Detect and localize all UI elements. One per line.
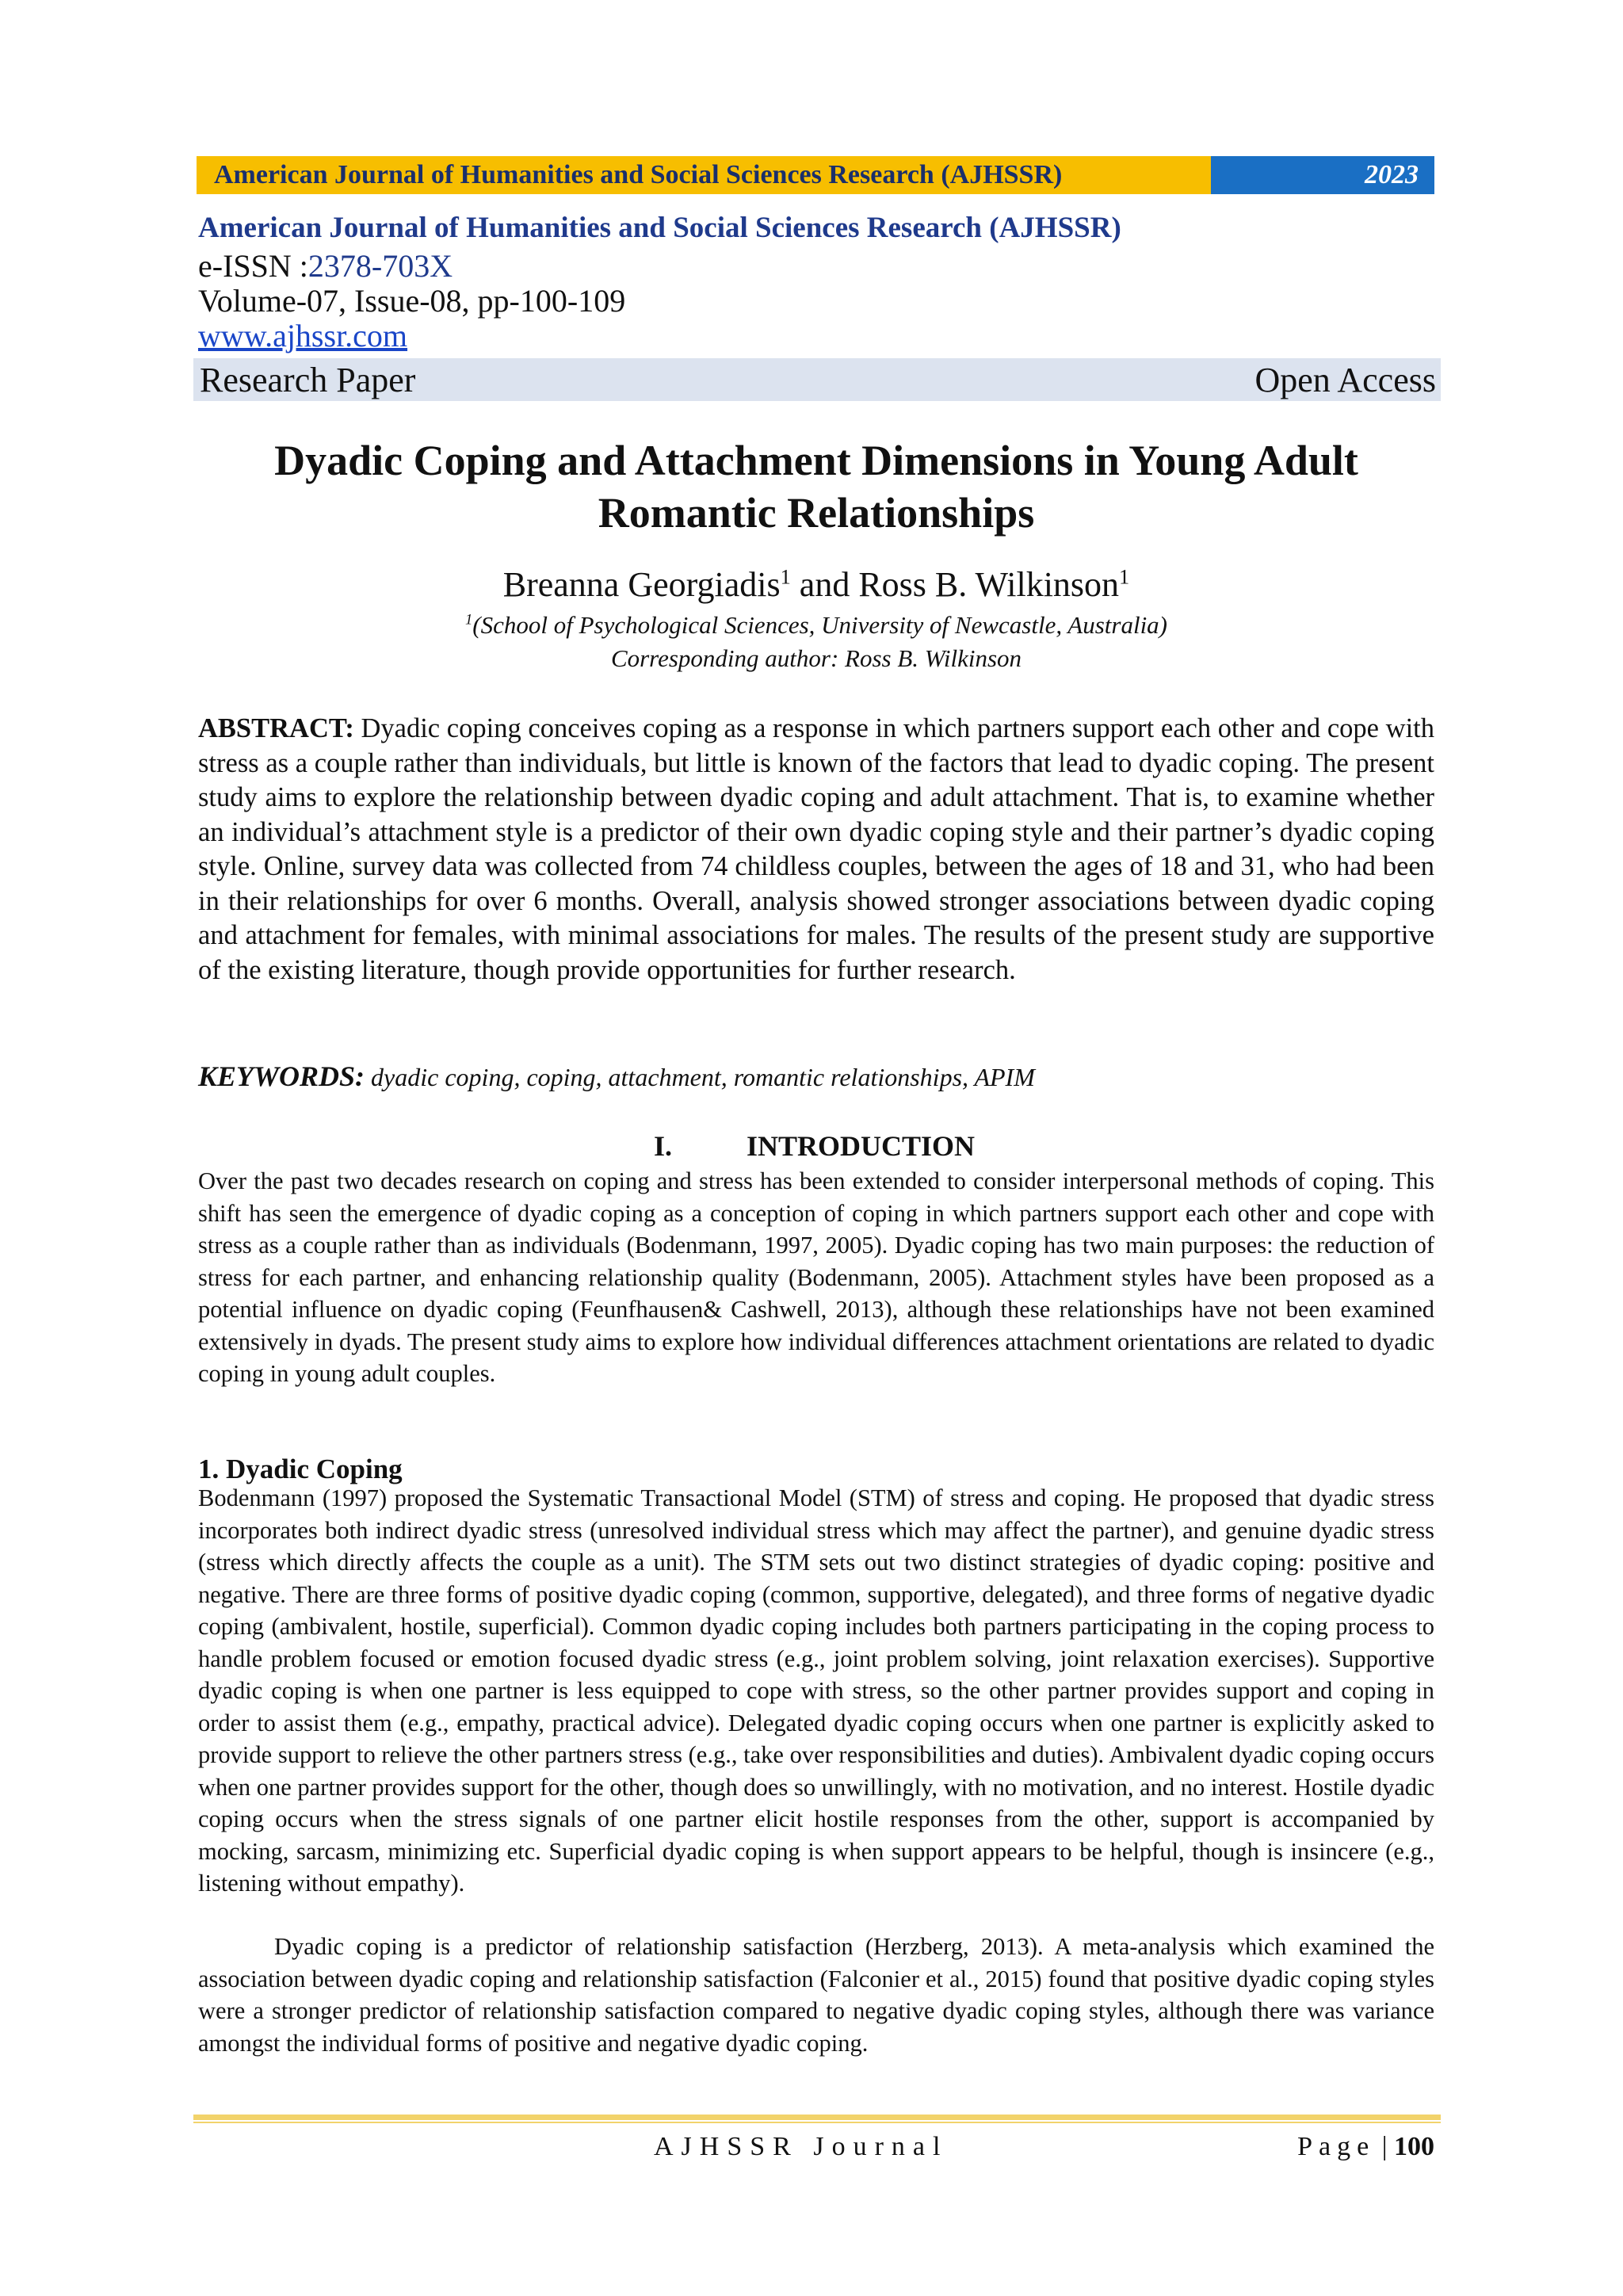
keywords [198, 1059, 1434, 1095]
page-number: 100 [1394, 2132, 1434, 2161]
intro-paragraph [198, 1165, 1434, 1390]
author-list [198, 563, 1434, 607]
abstract-text: Dyadic coping conceives coping as a response in which partners support each other and cope with stress as a couple rather than individuals, but little is known of the factors that lead to dyadic coping. The present study aims to explore the relationship between dyadic coping and adult attachment. That is, to examine whether an individual’s attachment style is a predictor of their own dyadic coping style and their partner’s dyadic coping style. Online, survey data was collected from 74 childless couples, between the ages of 18 and 31, who had been in their relationships for over 6 months. Overall, analysis showed stronger associations between dyadic coping and attachment for females, with minimal associations for males. The results of the present study are supportive of the existing literature, though provide opportunities for further research. [198, 713, 1434, 985]
banner-year: 2023 [1211, 156, 1434, 194]
dyadic-paragraph-1 [198, 1482, 1434, 1900]
volume-info: Volume-07, Issue-08, pp-100-109 [198, 283, 626, 319]
footer-rule-thin [193, 2122, 1441, 2123]
keywords-text: dyadic coping, coping, attachment, romantic relationships, APIM [365, 1063, 1035, 1091]
paper-type: Research Paper [200, 360, 416, 399]
affiliation-marker: 1 [464, 611, 473, 628]
abstract [198, 712, 1434, 988]
author-1: Breanna Georgiadis [502, 565, 781, 604]
journal-website [198, 317, 1434, 355]
journal-name: American Journal of Humanities and Social Sciences Research (AJHSSR) [198, 212, 1121, 244]
abstract-label: ABSTRACT: [198, 713, 354, 743]
title-line-2: Romantic Relationships [598, 489, 1035, 537]
banner-journal-title: American Journal of Humanities and Social Sciences Research (AJHSSR) [197, 156, 1211, 194]
corresponding-author: Corresponding author: Ross B. Wilkinson [610, 644, 1022, 672]
dyadic-paragraph-2-text: Dyadic coping is a predictor of relationship satisfaction (Herzberg, 2013). A meta-analysis which examined the association between dyadic coping and relationship satisfaction (Falconier et al., 2015) found that positive dyadic coping styles were a stronger predictor of relationship satisfaction compared to negative dyadic coping styles, although there was variance amongst the individual forms of positive and negative dyadic coping. [198, 1933, 1434, 2057]
access-type: Open Access [1254, 360, 1436, 399]
paper-type-bar [193, 358, 1441, 401]
page-separator: | [1375, 2132, 1394, 2161]
title-line-1: Dyadic Coping and Attachment Dimensions in Young Adult [274, 437, 1358, 484]
eissn-label: e-ISSN : [198, 248, 308, 284]
footer-journal: AJHSSR Journal [654, 2132, 949, 2161]
dyadic-paragraph-2 [198, 1931, 1434, 2059]
paper-title [198, 434, 1434, 539]
author-2-affil: 1 [1119, 564, 1130, 589]
section-title: INTRODUCTION [747, 1130, 976, 1162]
footer-page [1297, 2132, 1434, 2162]
page-footer [198, 2132, 1434, 2168]
website-link[interactable]: www.ajhssr.com [198, 318, 408, 353]
page-label: Page [1297, 2132, 1376, 2161]
dyadic-paragraph-1-text: Bodenmann (1997) proposed the Systematic Transactional Model (STM) of stress and coping. He proposed that dyadic stress incorporates both indirect dyadic stress (unresolved individual stress which may affect the partner), and genuine dyadic stress (stress which directly affects the couple as a unit). The STM sets out two distinct strategies of dyadic coping: positive and negative. There are three forms of positive dyadic coping (common, supportive, delegated), and three forms of negative dyadic coping (ambivalent, hostile, superficial). Common dyadic coping includes both partners participating in the coping process to handle problem focused or emotion focused dyadic stress (e.g., joint problem solving, joint relaxation exercises). Supportive dyadic coping is when one partner is less equipped to cope with stress, so the other partner provides support and coping in order to assist them (e.g., empathy, practical advice). Delegated dyadic coping occurs when one partner is explicitly asked to provide support to relieve the other partners stress (e.g., take over responsibilities and duties). Ambivalent dyadic coping occurs when one partner provides support for the other, though does so unwillingly, with no motivation, and no interest. Hostile dyadic coping occurs when the stress signals of one partner elicit hostile responses from the other, support is accompanied by mocking, sarcasm, minimizing etc. Superficial dyadic coping is when support appears to be helpful, though is insincere (e.g., listening without empathy). [198, 1484, 1434, 1897]
subsection-heading: 1. Dyadic Coping [198, 1454, 403, 1484]
author-1-affil: 1 [780, 564, 791, 589]
journal-banner [197, 156, 1434, 194]
author-separator: and [790, 565, 859, 604]
affiliation-text: (School of Psychological Sciences, University of Newcastle, Australia) [472, 611, 1167, 639]
footer-rule [193, 2115, 1441, 2120]
affiliation [198, 609, 1434, 642]
section-number: I. [654, 1130, 673, 1162]
affiliation-block [198, 609, 1434, 675]
eissn [198, 247, 1434, 285]
intro-paragraph-text: Over the past two decades research on coping and stress has been extended to consider interpersonal methods of coping. This shift has seen the emergence of dyadic coping as a conception of coping in which partners support each other and cope with stress as a couple rather than as individuals (Bodenmann, 1997, 2005). Dyadic coping has two main purposes: the reduction of stress for each partner, and enhancing relationship quality (Bodenmann, 2005). Attachment styles have been proposed as a potential influence on dyadic coping (Feunfhausen& Cashwell, 2013), although these relationships have not been examined extensively in dyads. The present study aims to explore how individual differences attachment orientations are related to dyadic coping in young adult couples. [198, 1167, 1434, 1387]
eissn-value: 2378-703X [307, 248, 453, 284]
keywords-label: KEYWORDS: [198, 1060, 365, 1092]
author-2: Ross B. Wilkinson [858, 565, 1120, 604]
